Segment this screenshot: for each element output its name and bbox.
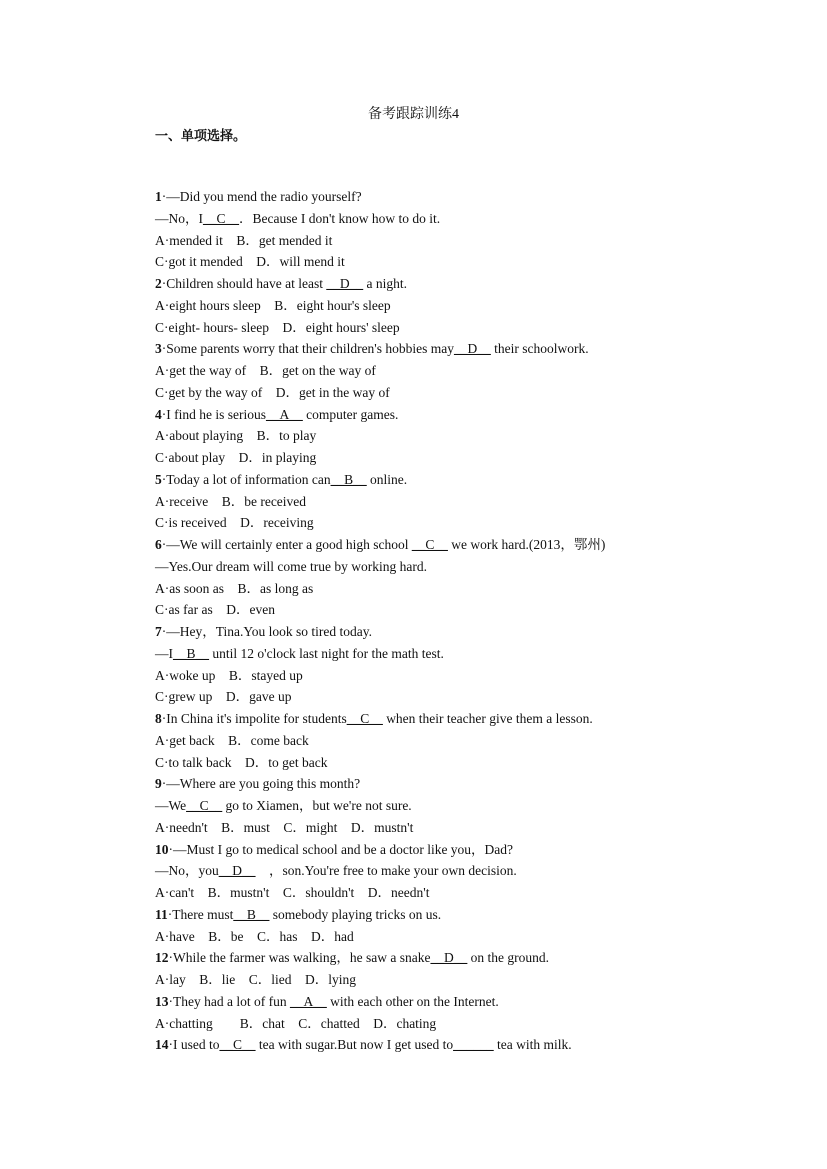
question-line bbox=[155, 186, 795, 208]
question-text: a night. bbox=[363, 276, 407, 291]
question-line bbox=[155, 295, 795, 317]
question-line bbox=[155, 882, 795, 904]
question-text: ·—Did you mend the radio yourself? bbox=[161, 189, 362, 204]
question-text: A·chatting B．chat C．chatted D．chating bbox=[155, 1015, 437, 1031]
question-line bbox=[155, 338, 795, 360]
question-line bbox=[155, 382, 795, 404]
answer-blank: __C__ bbox=[203, 210, 240, 226]
question-number: 11 bbox=[155, 906, 168, 922]
question-line bbox=[155, 665, 795, 687]
question-line bbox=[155, 795, 795, 817]
question-number: 10 bbox=[155, 841, 169, 857]
question-text: ·In China it's impolite for students bbox=[161, 711, 347, 726]
question-line bbox=[155, 273, 795, 295]
question-line bbox=[155, 991, 795, 1013]
question-text: ·—Where are you going this month? bbox=[161, 776, 361, 792]
question-line bbox=[155, 752, 795, 774]
question-line bbox=[155, 904, 795, 926]
question-text: on the ground. bbox=[467, 950, 550, 966]
answer-blank: __D__ bbox=[218, 863, 256, 879]
question-text: ．Because I don't know how to do it. bbox=[239, 210, 441, 226]
question-text: C·about play D．in playing bbox=[155, 450, 317, 465]
question-text: A·get back B．come back bbox=[155, 732, 309, 748]
question-line bbox=[155, 708, 795, 730]
question-text: —I bbox=[155, 645, 173, 661]
answer-blank: __A__ bbox=[289, 993, 327, 1009]
question-text: online. bbox=[366, 471, 408, 487]
question-text: C·as far as D．even bbox=[155, 602, 275, 618]
question-line bbox=[155, 686, 795, 708]
question-line bbox=[155, 578, 795, 600]
question-line bbox=[155, 404, 795, 426]
question-text: A·can't B．mustn't C．shouldn't D．needn't bbox=[155, 885, 430, 900]
question-text: A·about playing B．to play bbox=[155, 428, 317, 444]
question-number: 4 bbox=[155, 406, 162, 422]
answer-blank: __B__ bbox=[173, 645, 210, 661]
question-line bbox=[155, 1013, 795, 1035]
answer-blank: __C__ bbox=[219, 1037, 256, 1053]
question-text: ·There must bbox=[167, 906, 234, 922]
question-list bbox=[155, 186, 795, 1056]
question-text: ·They had a lot of fun bbox=[168, 993, 290, 1009]
question-line bbox=[155, 469, 795, 491]
question-line bbox=[155, 534, 795, 556]
question-text: ·Today a lot of information can bbox=[161, 471, 331, 487]
question-text: until 12 o'clock last night for the math test. bbox=[209, 645, 444, 661]
question-text: tea with milk. bbox=[493, 1037, 572, 1053]
question-text: ·I used to bbox=[168, 1037, 220, 1053]
page-title: 备考跟踪训练4 bbox=[368, 107, 459, 122]
question-line bbox=[155, 230, 795, 252]
answer-blank: __D__ bbox=[453, 341, 491, 357]
question-text: ·I find he is serious bbox=[161, 406, 266, 422]
answer-blank: __C__ bbox=[346, 711, 383, 726]
question-number: 14 bbox=[155, 1037, 169, 1053]
question-text: A·have B．be C．has D．had bbox=[155, 928, 354, 944]
question-number: 5 bbox=[155, 471, 162, 487]
question-line bbox=[155, 425, 795, 447]
question-text: A·eight hours sleep B．eight hour's sleep bbox=[155, 297, 391, 313]
question-text: C·grew up D．gave up bbox=[155, 689, 292, 705]
question-text: A·needn't B．must C．might D．mustn't bbox=[155, 819, 414, 835]
question-line bbox=[155, 730, 795, 752]
question-line bbox=[155, 860, 795, 882]
question-text: go to Xiamen，but we're not sure. bbox=[222, 798, 412, 813]
question-line bbox=[155, 491, 795, 513]
question-text: ·—We will certainly enter a good high school bbox=[161, 537, 412, 552]
question-text: A·mended it B．get mended it bbox=[155, 232, 333, 248]
question-line bbox=[155, 208, 795, 230]
question-text: C·got it mended D．will mend it bbox=[155, 254, 345, 270]
answer-blank: __B__ bbox=[233, 906, 270, 922]
question-number: 3 bbox=[155, 341, 162, 357]
question-text: somebody playing tricks on us. bbox=[269, 906, 442, 922]
question-number: 9 bbox=[155, 776, 162, 792]
question-text: ·—Hey，Tina.You look so tired today. bbox=[161, 624, 373, 639]
question-line bbox=[155, 317, 795, 339]
question-line bbox=[155, 360, 795, 382]
question-text: C·to talk back D．to get back bbox=[155, 754, 328, 770]
question-line bbox=[155, 926, 795, 948]
question-line bbox=[155, 621, 795, 643]
question-text: —No，you bbox=[155, 863, 219, 879]
question-number: 6 bbox=[155, 537, 162, 552]
answer-blank: __C__ bbox=[411, 537, 448, 552]
question-text: ·Children should have at least bbox=[161, 276, 327, 291]
answer-blank: __C__ bbox=[186, 798, 223, 813]
answer-blank: __D__ bbox=[326, 276, 364, 291]
question-text: A·woke up B．stayed up bbox=[155, 667, 303, 683]
question-text: tea with sugar.But now I get used to bbox=[255, 1037, 454, 1053]
question-text: C·eight- hours- sleep D．eight hours' sleep bbox=[155, 319, 400, 335]
question-line bbox=[155, 556, 795, 578]
question-line bbox=[155, 512, 795, 534]
question-text: with each other on the Internet. bbox=[326, 993, 499, 1009]
question-line bbox=[155, 447, 795, 469]
answer-blank: ______ bbox=[453, 1037, 494, 1053]
question-text: C·is received D．receiving bbox=[155, 515, 314, 531]
question-number: 12 bbox=[155, 950, 169, 966]
question-text: A·as soon as B．as long as bbox=[155, 580, 314, 596]
question-line bbox=[155, 947, 795, 969]
question-text: —Yes.Our dream will come true by working hard. bbox=[155, 558, 427, 574]
question-number: 7 bbox=[155, 624, 162, 639]
question-text: ·—Must I go to medical school and be a doctor like you，Dad? bbox=[168, 841, 514, 857]
question-text: ·Some parents worry that their children's hobbies may bbox=[161, 341, 454, 357]
question-line bbox=[155, 817, 795, 839]
question-text: ·While the farmer was walking，he saw a snake bbox=[168, 950, 431, 966]
question-text: when their teacher give them a lesson. bbox=[382, 711, 593, 726]
question-line bbox=[155, 251, 795, 273]
question-line bbox=[155, 1034, 795, 1056]
question-number: 1 bbox=[155, 189, 162, 204]
question-number: 13 bbox=[155, 993, 169, 1009]
question-text: computer games. bbox=[302, 406, 399, 422]
answer-blank: __B__ bbox=[330, 471, 367, 487]
question-text: A·lay B．lie C．lied D．lying bbox=[155, 972, 356, 987]
question-text: their schoolwork. bbox=[490, 341, 589, 357]
section-heading: 一、单项选择。 bbox=[155, 129, 247, 144]
question-text: —We bbox=[155, 798, 187, 813]
question-text: —No，I bbox=[155, 210, 203, 226]
question-text: A·get the way of B．get on the way of bbox=[155, 363, 376, 378]
question-line bbox=[155, 969, 795, 991]
answer-blank: __A__ bbox=[265, 406, 303, 422]
question-line bbox=[155, 773, 795, 795]
question-number: 8 bbox=[155, 711, 162, 726]
question-text: C·get by the way of D．get in the way of bbox=[155, 384, 390, 400]
question-text: A·receive B．be received bbox=[155, 493, 307, 509]
question-line bbox=[155, 643, 795, 665]
question-text: ，son.You're free to make your own decision. bbox=[255, 863, 517, 879]
answer-blank: __D__ bbox=[430, 950, 468, 966]
question-number: 2 bbox=[155, 276, 162, 291]
question-line bbox=[155, 599, 795, 621]
question-text: we work hard.(2013，鄂州) bbox=[447, 537, 606, 552]
question-line bbox=[155, 839, 795, 861]
